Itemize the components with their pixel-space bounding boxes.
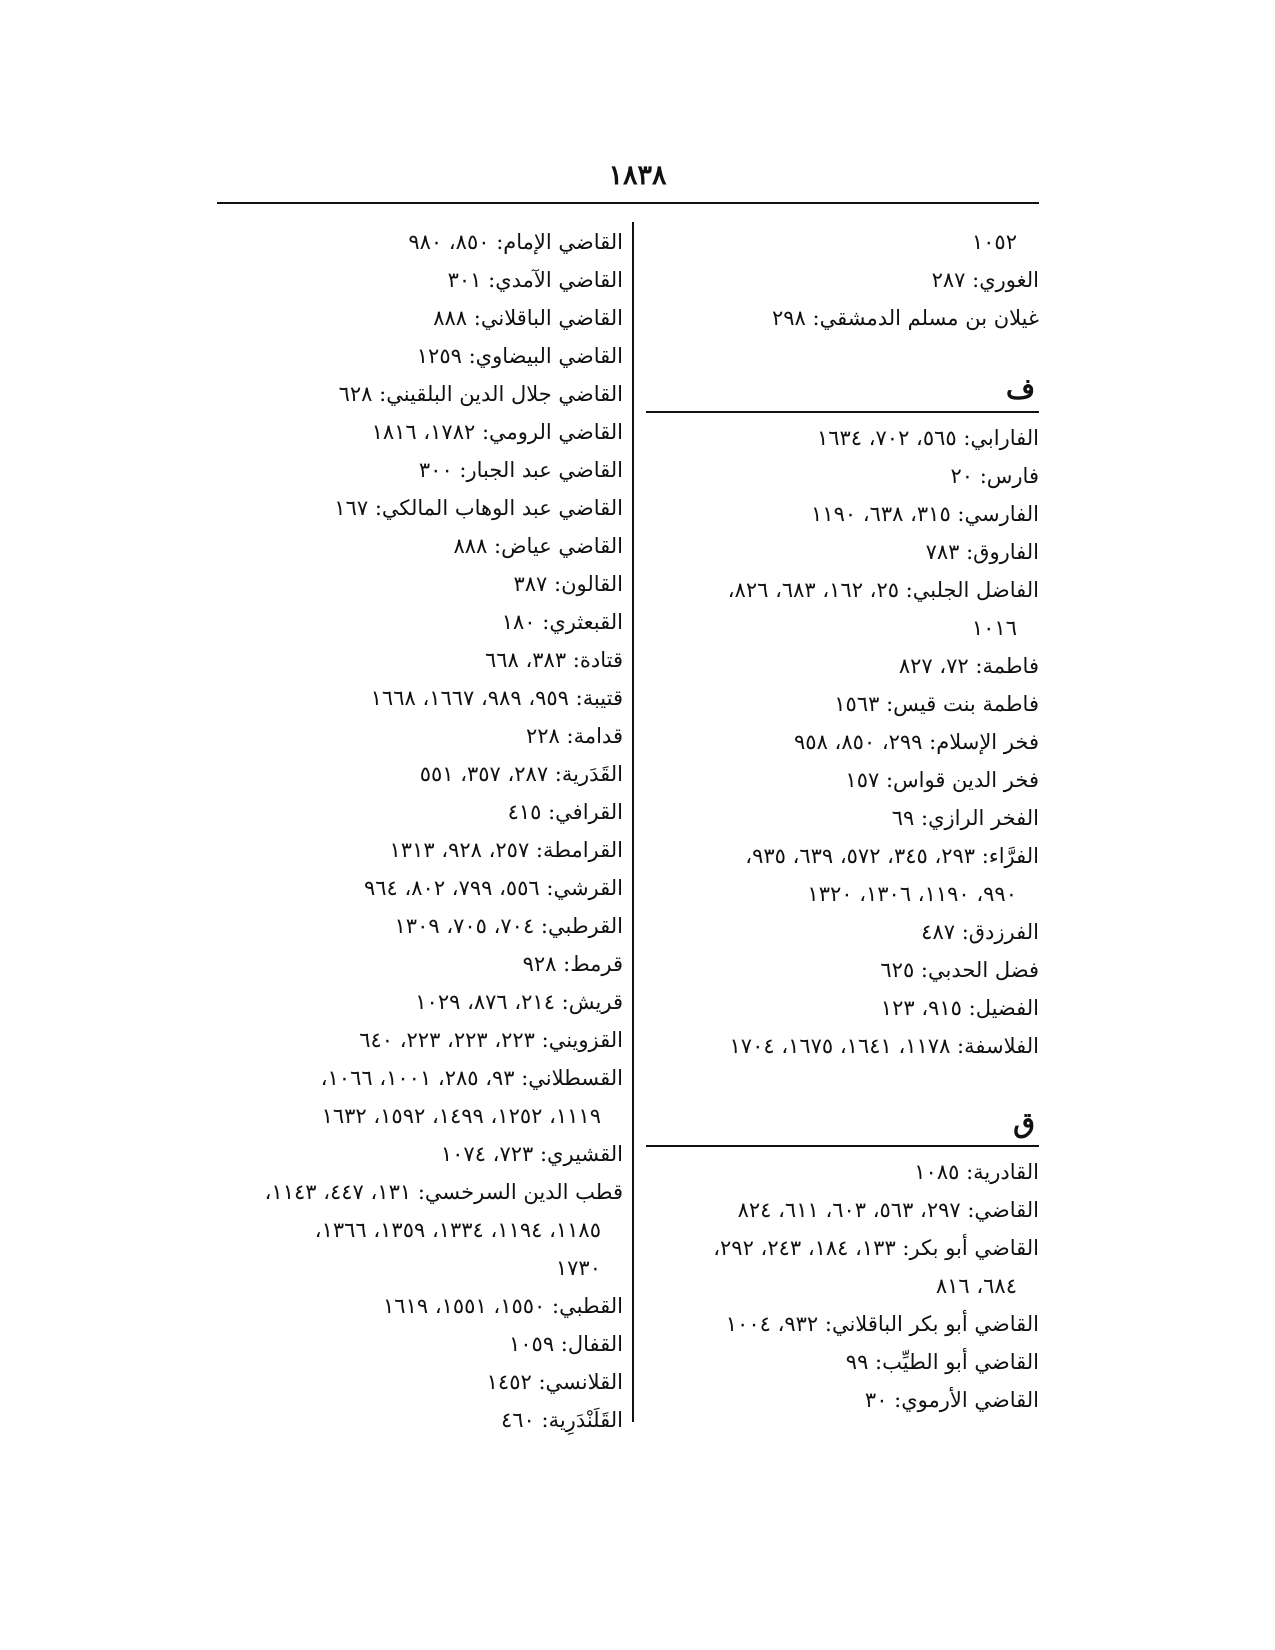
index-entry: فخر الإسلام: ٢٩٩، ٨٥٠، ٩٥٨: [794, 730, 1039, 754]
index-entry: قتادة: ٣٨٣، ٦٦٨: [484, 648, 623, 672]
right-column: [646, 223, 1039, 1419]
index-entry: القاضي الباقلاني: ٨٨٨: [433, 306, 623, 330]
index-entry: القطبي: ١٥٥٠، ١٥٥١، ١٦١٩: [383, 1294, 623, 1318]
section-fa-entries: [646, 419, 1039, 1065]
index-entry: فارس: ٢٠: [950, 464, 1039, 488]
index-entry-continuation: ١١١٩، ١٢٥٢، ١٤٩٩، ١٥٩٢، ١٦٣٢: [321, 1104, 601, 1128]
index-entry: غيلان بن مسلم الدمشقي: ٢٩٨: [772, 306, 1039, 330]
index-entry: فخر الدين قواس: ١٥٧: [845, 768, 1039, 792]
index-entry-continuation: ١١٨٥، ١١٩٤، ١٣٣٤، ١٣٥٩، ١٣٦٦،: [314, 1218, 601, 1242]
index-entry: قريش: ٢١٤، ٨٧٦، ١٠٢٩: [415, 990, 623, 1014]
index-entry: الفخر الرازي: ٦٩: [891, 806, 1039, 830]
index-entry-continuation: ١٧٣٠: [555, 1256, 601, 1280]
index-entry: القاضي الإمام: ٨٥٠، ٩٨٠: [408, 230, 623, 254]
index-entry: القالون: ٣٨٧: [513, 572, 623, 596]
index-entry: فاطمة بنت قيس: ١٥٦٣: [834, 692, 1039, 716]
column-divider: [632, 222, 634, 1422]
index-entry: القسطلاني: ٩٣، ٢٨٥، ١٠٠١، ١٠٦٦،: [320, 1066, 623, 1090]
section-gap: [646, 1065, 1039, 1103]
header-rule: [217, 202, 1039, 204]
index-entry: القاضي عبد الوهاب المالكي: ١٦٧: [334, 496, 623, 520]
index-entry: فضل الحدبي: ٦٢٥: [880, 958, 1039, 982]
index-entry: قطب الدين السرخسي: ١٣١، ٤٤٧، ١١٤٣،: [264, 1180, 623, 1204]
index-entry: القلانسي: ١٤٥٢: [486, 1370, 623, 1394]
index-entry: قتيبة: ٩٥٩، ٩٨٩، ١٦٦٧، ١٦٦٨: [370, 686, 623, 710]
left-entries: [215, 223, 623, 1439]
index-entry: القاضي: ٢٩٧، ٥٦٣، ٦٠٣، ٦١١، ٨٢٤: [737, 1198, 1039, 1222]
index-entry: الفلاسفة: ١١٧٨، ١٦٤١، ١٦٧٥، ١٧٠٤: [729, 1034, 1039, 1058]
section-heading-qaf: ق: [1013, 1106, 1035, 1139]
index-entry: القاضي جلال الدين البلقيني: ٦٢٨: [338, 382, 623, 406]
index-entry: القَلَنْدَرِية: ٤٦٠: [500, 1408, 623, 1432]
index-entry: القاضي عبد الجبار: ٣٠٠: [418, 458, 623, 482]
index-entry: القاضي الرومي: ١٧٨٢، ١٨١٦: [371, 420, 623, 444]
right-top-entries: [646, 223, 1039, 337]
index-entry: القاضي عياض: ٨٨٨: [453, 534, 623, 558]
index-entry: قرمط: ٩٢٨: [522, 952, 623, 976]
page-number: ١٨٣٨: [608, 160, 667, 191]
index-entry: القرامطة: ٢٥٧، ٩٢٨، ١٣١٣: [389, 838, 623, 862]
index-entry: القاضي أبو بكر الباقلاني: ٩٣٢، ١٠٠٤: [725, 1312, 1039, 1336]
index-entry: قدامة: ٢٢٨: [526, 724, 623, 748]
section-gap: [646, 337, 1039, 369]
index-entry: فاطمة: ٧٢، ٨٢٧: [898, 654, 1039, 678]
index-entry: الفضيل: ٩١٥، ١٢٣: [880, 996, 1039, 1020]
index-entry-continuation: ١٠١٦: [971, 616, 1017, 640]
index-entry: القاضي أبو بكر: ١٣٣، ١٨٤، ٢٤٣، ٢٩٢،: [713, 1236, 1039, 1260]
index-entry: القَدَرية: ٢٨٧، ٣٥٧، ٥٥١: [419, 762, 623, 786]
index-entry: الغوري: ٢٨٧: [931, 268, 1039, 292]
index-entry: الفارابي: ٥٦٥، ٧٠٢، ١٦٣٤: [816, 426, 1039, 450]
index-entry: الفرَّاء: ٢٩٣، ٣٤٥، ٥٧٢، ٦٣٩، ٩٣٥،: [745, 844, 1039, 868]
index-entry: الفاضل الجلبي: ٢٥، ١٦٢، ٦٨٣، ٨٢٦،: [727, 578, 1039, 602]
index-entry: القرشي: ٥٥٦، ٧٩٩، ٨٠٢، ٩٦٤: [363, 876, 623, 900]
index-entry: القبعثري: ١٨٠: [501, 610, 623, 634]
index-entry: القاضي الآمدي: ٣٠١: [447, 268, 623, 292]
index-entry: الفرزدق: ٤٨٧: [921, 920, 1039, 944]
index-entry: الفارسي: ٣١٥، ٦٣٨، ١١٩٠: [811, 502, 1039, 526]
index-entry: القشيري: ٧٢٣، ١٠٧٤: [440, 1142, 623, 1166]
index-entry-continuation: ٦٨٤، ٨١٦: [935, 1274, 1017, 1298]
index-entry: القرطبي: ٧٠٤، ٧٠٥، ١٣٠٩: [394, 914, 623, 938]
section-qaf-entries: [646, 1153, 1039, 1419]
index-entry: القاضي الأرموي: ٣٠: [864, 1388, 1039, 1412]
section-heading-fa: ف: [1005, 372, 1035, 405]
index-entry: القفال: ١٠٥٩: [508, 1332, 623, 1356]
left-column: [215, 223, 623, 1439]
index-entry: القزويني: ٢٢٣، ٢٢٣، ٢٢٣، ٦٤٠: [359, 1028, 623, 1052]
index-entry: القاضي البيضاوي: ١٢٥٩: [416, 344, 623, 368]
index-entry: القاضي أبو الطيِّب: ٩٩: [845, 1350, 1039, 1374]
index-entry: القرافي: ٤١٥: [507, 800, 623, 824]
index-entry: القادرية: ١٠٨٥: [914, 1160, 1039, 1184]
section-rule-qaf: [646, 1145, 1039, 1147]
index-entry: الفاروق: ٧٨٣: [925, 540, 1039, 564]
index-entry-continuation: ١٠٥٢: [971, 230, 1017, 254]
section-rule-fa: [646, 411, 1039, 413]
index-entry-continuation: ٩٩٠، ١١٩٠، ١٣٠٦، ١٣٢٠: [807, 882, 1017, 906]
